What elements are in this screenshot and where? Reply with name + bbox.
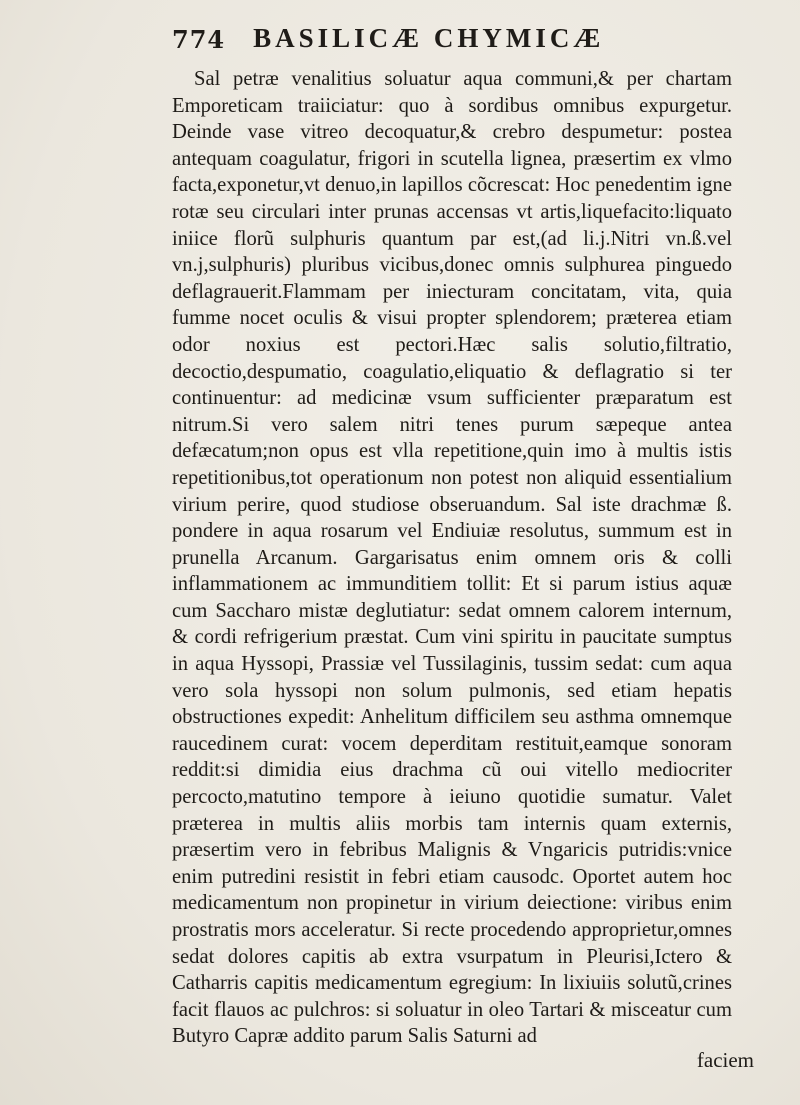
page-number: 774 [172,25,226,54]
catchword: faciem [696,1048,754,1072]
page-header [172,12,732,54]
running-head: BASILICÆ CHYMICÆ [253,23,605,53]
main-text-block [172,66,732,1050]
body-paragraph: Sal petræ venalitius soluatur aqua communi,& per chartam Emporeticam traiiciatur: quo à sordibus omnibus expurgetur. Deinde vase vitreo decoquatur,& crebro despumetur: postea antequam coagulatur, frigori in scutella lignea, præsertim ex vlmo facta,exponetur,vt denuo,in lapillos cõcrescat: Hoc penedentim igne rotæ seu circulari inter prunas accensas vt artis,liquefacito:liquato iniice florũ sulphuris quantum par est,(ad li.j.Nitri vn.ß.vel vn.j,sulphuris) pluribus vicibus,donec omnis sulphurea pinguedo deflagrauerit.Flammam per iniecturam concitatam, vita, quia fumme nocet oculis & visui propter splendorem; præterea etiam odor noxius est pectori.Hæc salis solutio,filtratio, decoctio,despumatio, coagulatio,eliquatio & deflagratio si ter continuentur: ad medicinæ vsum sufficienter præparatum est nitrum.Si vero salem nitri tenes purum sæpeque antea defæcatum;non opus est vlla repetitione,quin imo à multis istis repetitionibus,tot operationum non potest non aliquid essentialium virium perire, quod studiose obseruandum. Sal iste drachmæ ß. pondere in aqua rosarum vel Endiuiæ resolutus, summum est in prunella Arcanum. Gargarisatus enim omnem oris & colli inflammationem ac immunditiem tollit: Et si parum istius aquæ cum Saccharo mistæ deglutiatur: sedat omnem calorem internum, & cordi refrigerium præstat. Cum vini spiritu in paucitate sumptus in aqua Hyssopi, Prassiæ vel Tussilaginis, tussim sedat: cum aqua vero sola hyssopi non solum pulmonis, sed etiam hepatis obstructiones expedit: Anhelitum difficilem seu asthma omnemque raucedinem curat: vocem deperditam restituit,eamque sonoram reddit:si dimidia eius drachma cũ oui vitello mediocriter percocto,matutino tempore à ieiuno quotidie sumatur. Valet præterea in multis aliis morbis tam internis quam externis, præsertim vero in febribus Malignis & Vngaricis putridis:vnice enim putredini resistit in febri etiam causodc. Oportet autem hoc medicamentum non propinetur in virium deiectione: viribus enim prostratis mors acceleratur. Si recte procedendo approprietur,omnes sedat dolores capitis ab extra vsurpatum in Pleurisi,Ictero & Catharris capitis medicamentum egregium: In lixiuiis solutũ,crines facit flauos ac pulchros: si soluatur in oleo Tartari & misceatur cum Butyro Capræ addito parum Salis Saturni ad [172,68,732,1048]
